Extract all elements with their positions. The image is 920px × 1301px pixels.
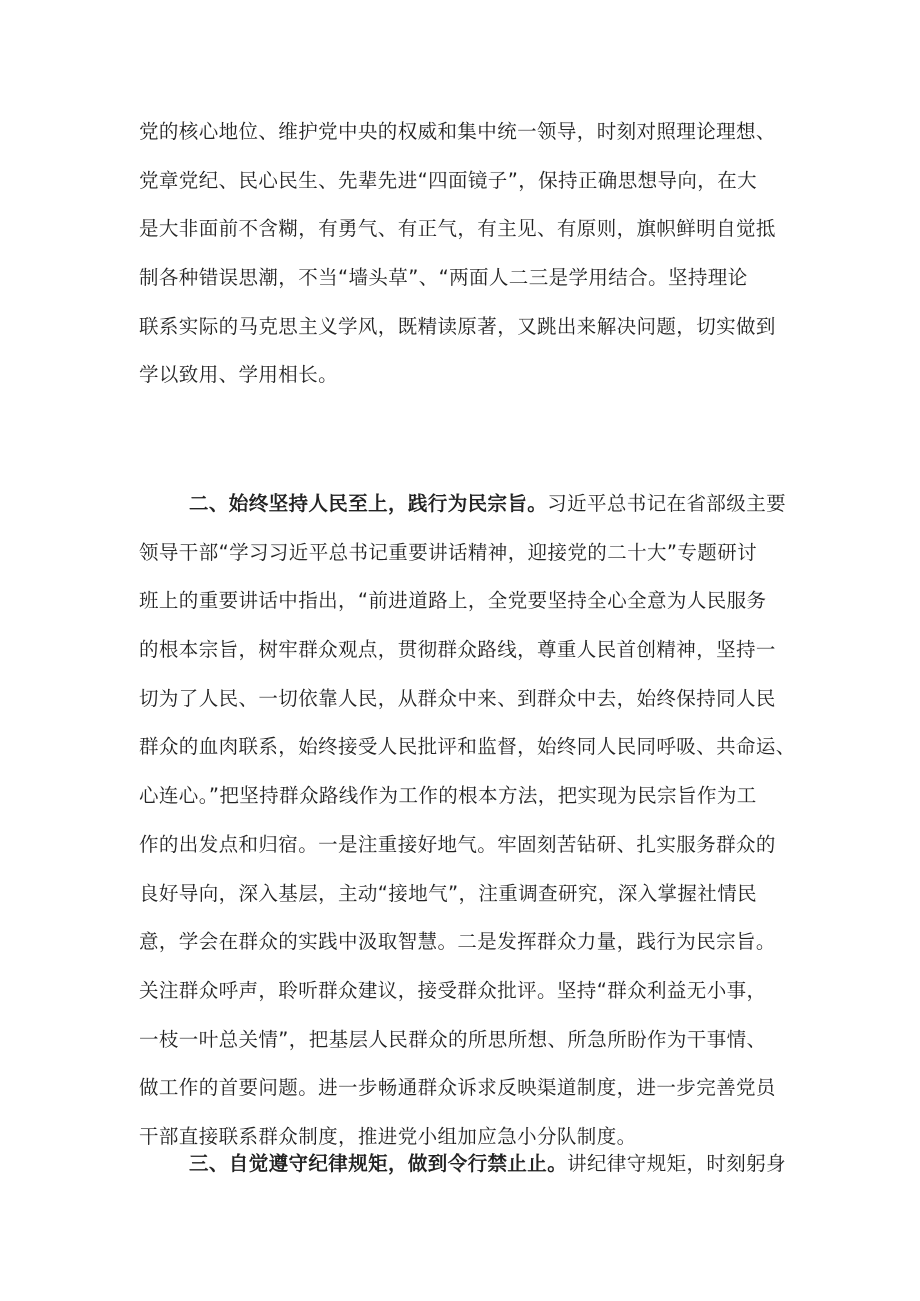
text-line: 制各种错误思潮，不当“墙头草”、“两面人二三是学用结合。坚持理论 bbox=[139, 266, 748, 290]
text-line: 作的出发点和归宿。一是注重接好地气。牢固刻苦钻研、扎实服务群众的 bbox=[139, 832, 776, 856]
text-line: 干部直接联系群众制度，推进党小组加应急小分队制度。 bbox=[139, 1124, 637, 1148]
section-heading: 二、始终坚持人民至上，践行为民宗旨。 bbox=[189, 492, 548, 515]
text-line: 的根本宗旨，树牢群众观点，贯彻群众路线，尊重人民首创精神，坚持一 bbox=[139, 638, 776, 662]
text-line: 做工作的首要问题。进一步畅通群众诉求反映渠道制度，进一步完善党员 bbox=[139, 1076, 776, 1100]
text-line: 学以致用、学用相长。 bbox=[139, 363, 339, 387]
text-line: 是大非面前不含糊，有勇气、有正气，有主见、有原则，旗帜鲜明自觉抵 bbox=[139, 217, 776, 241]
text-line: 联系实际的马克思主义学风，既精读原著，又跳出来解决问题，切实做到 bbox=[139, 314, 776, 338]
section-first-line-text: 讲纪律守规矩，时刻躬身 bbox=[567, 1152, 787, 1175]
text-line: 良好导向，深入基层，主动“接地气”，注重调查研究，深入掌握社情民 bbox=[139, 881, 758, 905]
text-line: 党章党纪、民心民生、先辈先进“四面镜子”，保持正确思想导向，在大 bbox=[139, 168, 758, 192]
text-line: 一枝一叶总关情”，把基层人民群众的所思所想、所急所盼作为干事情、 bbox=[139, 1027, 767, 1051]
text-line: 心连心。”把坚持群众路线作为工作的根本方法，把实现为民宗旨作为工 bbox=[139, 784, 757, 808]
text-line: 切为了人民、一切依靠人民，从群众中来、到群众中去，始终保持同人民 bbox=[139, 686, 776, 710]
section-first-line-text: 习近平总书记在省部级主要 bbox=[547, 492, 787, 515]
text-line: 领导干部“学习习近平总书记重要讲话精神，迎接党的二十大”专题研讨 bbox=[139, 540, 758, 564]
section-first-line bbox=[139, 1140, 799, 1189]
paragraph-3 bbox=[139, 1140, 799, 1189]
text-line: 班上的重要讲话中指出，“前进道路上，全党要坚持全心全意为人民服务 bbox=[139, 589, 767, 613]
text-line: 党的核心地位、维护党中央的权威和集中统一领导，时刻对照理论理想、 bbox=[139, 120, 776, 143]
text-line: 关注群众呼声，聆听群众建议，接受群众批评。坚持“群众利益无小事， bbox=[139, 978, 767, 1002]
section-heading: 三、自觉遵守纪律规矩，做到令行禁止止。 bbox=[189, 1152, 568, 1175]
section-first-line bbox=[139, 480, 799, 529]
paragraph-1 bbox=[139, 108, 799, 400]
text-line: 意，学会在群众的实践中汲取智慧。二是发挥群众力量，践行为民宗旨。 bbox=[139, 930, 776, 954]
text-line: 群众的血肉联系，始终接受人民批评和监督，始终同人民同呼吸、共命运、 bbox=[139, 735, 796, 759]
paragraph-2 bbox=[139, 480, 799, 1162]
